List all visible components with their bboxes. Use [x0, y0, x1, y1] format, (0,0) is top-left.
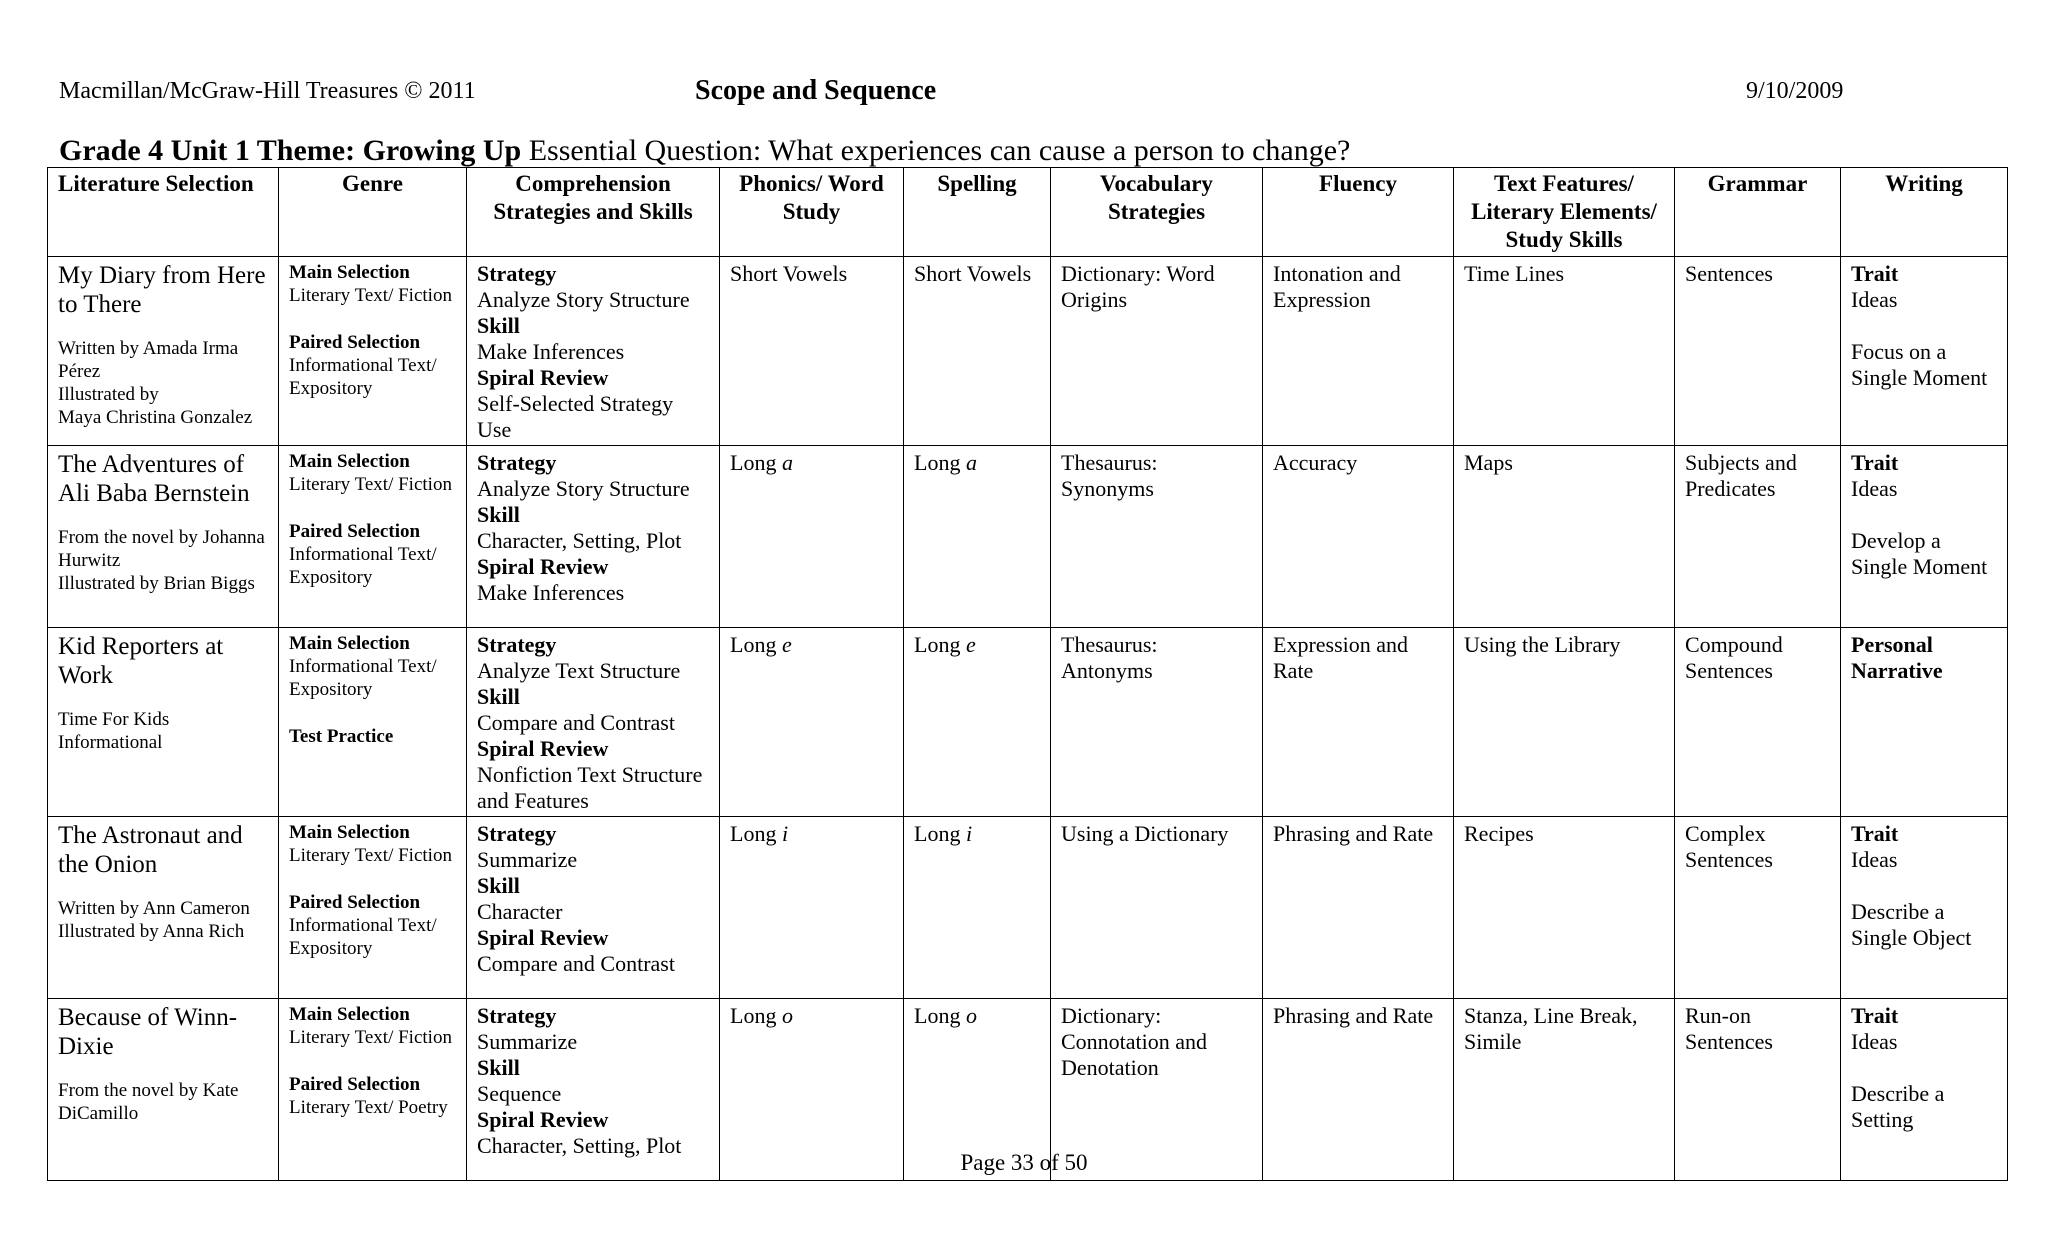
- spelling-text: Long: [914, 1003, 966, 1028]
- genre-main-text: Informational Text/ Expository: [289, 656, 437, 700]
- comprehension-cell: [467, 257, 720, 446]
- table-row: [48, 628, 2008, 817]
- strategy-text: Analyze Story Structure: [477, 476, 690, 501]
- comprehension-cell: [467, 628, 720, 817]
- spelling-text: Short Vowels: [914, 261, 1032, 286]
- table-row: [48, 817, 2008, 999]
- col-header-text-features: Text Features/ Literary Elements/ Study Skills: [1454, 168, 1675, 257]
- header-row: [48, 168, 2008, 257]
- grammar-cell: Sentences: [1675, 257, 1841, 446]
- genre-second-label: Test Practice: [289, 726, 394, 747]
- genre-second-text: Informational Text/ Expository: [289, 915, 437, 959]
- selection-credit: Written by Amada Irma Pérez Illustrated by Maya Christina Gonzalez: [58, 338, 253, 428]
- unit-label: Grade 4 Unit 1 Theme: Growing Up: [59, 134, 522, 167]
- strategy-text: Analyze Text Structure: [477, 658, 681, 683]
- writing-label: Trait: [1851, 261, 1899, 286]
- col-header-spelling: Spelling: [904, 168, 1051, 257]
- selection-title: Kid Reporters at Work: [58, 633, 224, 689]
- selection-credit: From the novel by Johanna Hurwitz Illustrated by Brian Biggs: [58, 527, 265, 594]
- publisher-text: Macmillan/McGraw-Hill Treasures © 2011: [59, 78, 476, 104]
- selection-title: Because of Winn-Dixie: [58, 1004, 238, 1060]
- phonics-cell: [720, 817, 904, 999]
- genre-main-text: Literary Text/ Fiction: [289, 285, 452, 306]
- writing-focus: Focus on a Single Moment: [1851, 339, 1988, 390]
- genre-main-label: Main Selection: [289, 451, 410, 472]
- comprehension-cell: [467, 446, 720, 628]
- writing-trait: Ideas: [1851, 476, 1898, 501]
- genre-main-text: Literary Text/ Fiction: [289, 845, 452, 866]
- writing-cell: [1841, 257, 2008, 446]
- skill-text: Character: [477, 899, 563, 924]
- unit-heading: [59, 134, 1350, 168]
- spelling-letter: o: [965, 1003, 977, 1028]
- grammar-cell: Run-on Sentences: [1675, 999, 1841, 1181]
- spelling-cell: [904, 446, 1051, 628]
- genre-main-label: Main Selection: [289, 822, 410, 843]
- spelling-letter: a: [965, 450, 977, 475]
- skill-label: Skill: [477, 502, 520, 527]
- skill-text: Character, Setting, Plot: [477, 528, 682, 553]
- literature-cell: [48, 446, 279, 628]
- genre-main-label: Main Selection: [289, 262, 410, 283]
- review-label: Spiral Review: [477, 736, 609, 761]
- review-text: Self-Selected Strategy Use: [477, 391, 674, 442]
- fluency-cell: Accuracy: [1263, 446, 1454, 628]
- writing-trait: Ideas: [1851, 1029, 1898, 1054]
- page-number: Page 33 of 50: [960, 1150, 1088, 1175]
- document-title: Scope and Sequence: [695, 75, 937, 106]
- table-row: [48, 446, 2008, 628]
- text-features-cell: Maps: [1454, 446, 1675, 628]
- phonics-letter: e: [781, 632, 792, 657]
- genre-main-text: Literary Text/ Fiction: [289, 1027, 452, 1048]
- genre-cell: [279, 257, 467, 446]
- review-label: Spiral Review: [477, 1107, 609, 1132]
- strategy-label: Strategy: [477, 1003, 557, 1028]
- genre-main-label: Main Selection: [289, 633, 410, 654]
- text-features-cell: Recipes: [1454, 817, 1675, 999]
- spelling-text: Long: [914, 632, 966, 657]
- review-text: Compare and Contrast: [477, 951, 675, 976]
- genre-second-text: Informational Text/ Expository: [289, 544, 437, 588]
- skill-label: Skill: [477, 684, 520, 709]
- writing-trait: Ideas: [1851, 847, 1898, 872]
- review-text: Character, Setting, Plot: [477, 1133, 682, 1158]
- col-header-literature: Literature Selection: [48, 168, 279, 257]
- writing-label: Trait: [1851, 821, 1899, 846]
- writing-cell: [1841, 628, 2008, 817]
- spelling-text: Long: [914, 821, 966, 846]
- phonics-letter: i: [781, 821, 789, 846]
- skill-label: Skill: [477, 1055, 520, 1080]
- genre-second-label: Paired Selection: [289, 1074, 421, 1095]
- phonics-text: Long: [730, 1003, 782, 1028]
- skill-label: Skill: [477, 313, 520, 338]
- selection-title: The Astronaut and the Onion: [58, 822, 243, 878]
- phonics-text: Long: [730, 821, 782, 846]
- genre-second-text: Literary Text/ Poetry: [289, 1097, 448, 1118]
- review-label: Spiral Review: [477, 925, 609, 950]
- phonics-letter: a: [781, 450, 793, 475]
- grammar-cell: Complex Sentences: [1675, 817, 1841, 999]
- col-header-writing: Writing: [1841, 168, 2008, 257]
- fluency-cell: Phrasing and Rate: [1263, 817, 1454, 999]
- comprehension-cell: [467, 817, 720, 999]
- col-header-fluency: Fluency: [1263, 168, 1454, 257]
- col-header-genre: Genre: [279, 168, 467, 257]
- writing-label: Trait: [1851, 1003, 1899, 1028]
- literature-cell: [48, 817, 279, 999]
- vocabulary-cell: Dictionary: Connotation and Denotation: [1051, 999, 1263, 1181]
- genre-main-text: Literary Text/ Fiction: [289, 474, 452, 495]
- skill-text: Compare and Contrast: [477, 710, 675, 735]
- selection-credit: From the novel by Kate DiCamillo: [58, 1080, 239, 1124]
- skill-label: Skill: [477, 873, 520, 898]
- col-header-grammar: Grammar: [1675, 168, 1841, 257]
- review-text: Nonfiction Text Structure and Features: [477, 762, 703, 813]
- text-features-cell: Stanza, Line Break, Simile: [1454, 999, 1675, 1181]
- strategy-label: Strategy: [477, 450, 557, 475]
- selection-title: The Adventures of Ali Baba Bernstein: [58, 451, 250, 507]
- writing-focus: Describe a Single Object: [1851, 899, 1972, 950]
- vocabulary-cell: Using a Dictionary: [1051, 817, 1263, 999]
- vocabulary-cell: Dictionary: Word Origins: [1051, 257, 1263, 446]
- writing-label: Personal Narrative: [1851, 632, 1943, 683]
- strategy-label: Strategy: [477, 821, 557, 846]
- vocabulary-cell: Thesaurus: Antonyms: [1051, 628, 1263, 817]
- writing-focus: Describe a Setting: [1851, 1081, 1945, 1132]
- spelling-cell: [904, 257, 1051, 446]
- genre-second-label: Paired Selection: [289, 521, 421, 542]
- genre-second-label: Paired Selection: [289, 332, 421, 353]
- col-header-phonics: Phonics/ Word Study: [720, 168, 904, 257]
- literature-cell: [48, 628, 279, 817]
- text-features-cell: Time Lines: [1454, 257, 1675, 446]
- col-header-vocabulary: Vocabulary Strategies: [1051, 168, 1263, 257]
- genre-second-text: Informational Text/ Expository: [289, 355, 437, 399]
- table-row: [48, 257, 2008, 446]
- fluency-cell: Intonation and Expression: [1263, 257, 1454, 446]
- phonics-text: Long: [730, 632, 782, 657]
- skill-text: Make Inferences: [477, 339, 625, 364]
- document-date: 9/10/2009: [1746, 78, 1844, 104]
- strategy-text: Analyze Story Structure: [477, 287, 690, 312]
- review-label: Spiral Review: [477, 365, 609, 390]
- writing-focus: Develop a Single Moment: [1851, 528, 1988, 579]
- fluency-cell: Phrasing and Rate: [1263, 999, 1454, 1181]
- grammar-cell: Subjects and Predicates: [1675, 446, 1841, 628]
- phonics-text: Long: [730, 450, 782, 475]
- genre-second-label: Paired Selection: [289, 892, 421, 913]
- strategy-text: Summarize: [477, 1029, 578, 1054]
- phonics-text: Short Vowels: [730, 261, 848, 286]
- essential-question: Essential Question: What experiences can cause a person to change?: [528, 134, 1351, 167]
- genre-cell: [279, 817, 467, 999]
- spelling-text: Long: [914, 450, 966, 475]
- spelling-letter: e: [965, 632, 976, 657]
- selection-credit: Written by Ann Cameron Illustrated by Anna Rich: [58, 898, 250, 942]
- grammar-cell: Compound Sentences: [1675, 628, 1841, 817]
- phonics-cell: [720, 446, 904, 628]
- genre-cell: [279, 446, 467, 628]
- fluency-cell: Expression and Rate: [1263, 628, 1454, 817]
- review-text: Make Inferences: [477, 580, 625, 605]
- text-features-cell: Using the Library: [1454, 628, 1675, 817]
- selection-title: My Diary from Here to There: [58, 262, 266, 318]
- scope-sequence-table: [47, 167, 2008, 1181]
- spelling-cell: [904, 628, 1051, 817]
- spelling-cell: [904, 817, 1051, 999]
- spelling-letter: i: [965, 821, 973, 846]
- skill-text: Sequence: [477, 1081, 562, 1106]
- strategy-label: Strategy: [477, 261, 557, 286]
- writing-trait: Ideas: [1851, 287, 1898, 312]
- strategy-label: Strategy: [477, 632, 557, 657]
- literature-cell: [48, 257, 279, 446]
- phonics-cell: [720, 628, 904, 817]
- vocabulary-cell: Thesaurus: Synonyms: [1051, 446, 1263, 628]
- phonics-letter: o: [781, 1003, 793, 1028]
- genre-cell: [279, 628, 467, 817]
- genre-main-label: Main Selection: [289, 1004, 410, 1025]
- writing-cell: [1841, 817, 2008, 999]
- selection-credit: Time For Kids Informational: [58, 709, 170, 753]
- writing-cell: [1841, 446, 2008, 628]
- col-header-comprehension: Comprehension Strategies and Skills: [467, 168, 720, 257]
- phonics-cell: [720, 257, 904, 446]
- writing-label: Trait: [1851, 450, 1899, 475]
- strategy-text: Summarize: [477, 847, 578, 872]
- review-label: Spiral Review: [477, 554, 609, 579]
